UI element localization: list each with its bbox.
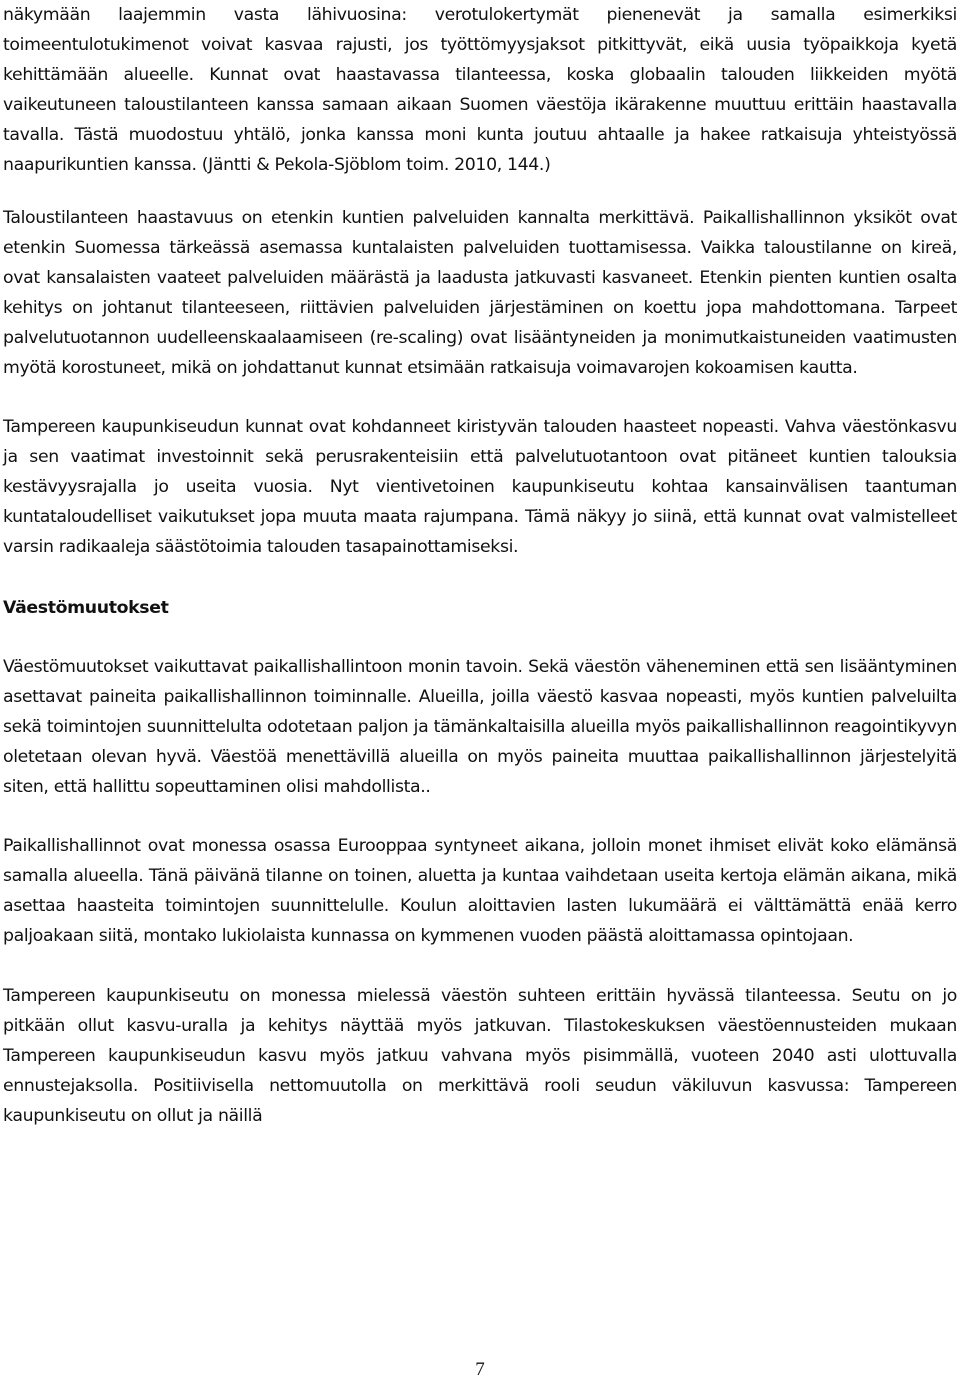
paragraph-tampere-population: Tampereen kaupunkiseutu on monessa mielessä väestön suhteen erittäin hyvässä tilanteessa. Seutu on jo pitkään ollut kasvu-uralla ja kehitys näyttää myös jatkuvan. Tilastokeskuksen väestöennusteiden mukaan Tampereen kaupunkiseudun kasvu myös jatkuu vahvana myös pisimmällä, vuoteen 2040 asti ulottuvalla ennustejaksolla. Positiivisella nettomuutolla on merkittävä rooli seudun väkiluvun kasvussa: Tampereen kaupunkiseutu on ollut ja näillä	[3, 986, 957, 1126]
paragraph-service-challenges: Taloustilanteen haastavuus on etenkin kuntien palveluiden kannalta merkittävä. Paikallishallinnon yksiköt ovat etenkin Suomessa tärkeässä asemassa kuntalaisten palveluiden tuottamisessa. Vaikka taloustilanne on kireä, ovat kansalaisten vaateet palveluiden määrästä ja laadusta jatkuvasti kasvaneet. Etenkin pienten kuntien osalta kehitys on johtanut tilanteeseen, riittävien palveluiden järjestäminen on koettu jopa mahdottomana. Tarpeet palvelutuotannon uudelleenskaalaamiseen (re-scaling) ovat lisääntyneiden ja monimutkaistuneiden vaatimusten myötä korostuneet, mikä on johdattanut kunnat etsimään ratkaisuja voimavarojen kokoamisen kautta.	[3, 208, 957, 378]
paragraph-economy-outlook: näkymään laajemmin vasta lähivuosina: verotulokertymät pienenevät ja samalla esimerkiksi toimeentulotukimenot voivat kasvaa rajusti, jos työttömyysjaksot pitkittyvät, eikä uusia työpaikkoja kyetä kehittämään alueelle. Kunnat ovat haastavassa tilanteessa, koska globaalin talouden liikkeiden myötä vaikeutuneen taloustilanteen kanssa samaan aikaan Suomen väestöja ikärakenne muuttuu erittäin haastavalla tavalla. Tästä muodostuu yhtälö, jonka kanssa moni kunta joutuu ahtaalle ja hakee ratkaisuja yhteistyössä naapurikuntien kanssa. (Jäntti & Pekola-Sjöblom toim. 2010, 144.)	[3, 5, 957, 175]
page-number: 7	[475, 1359, 485, 1380]
paragraph-population-changes: Väestömuutokset vaikuttavat paikallishallintoon monin tavoin. Sekä väestön väheneminen että sen lisääntyminen asettavat paineita paikallishallinnon toiminnalle. Alueilla, joilla väestö kasvaa nopeasti, myös kuntien palveluilta sekä toimintojen suunnittelulta odotetaan paljon ja tämänkaltaisilla alueilla myös paikallishallinnon reagointikyvyn oletetaan olevan hyvä. Väestöä menettävillä alueilla on myös paineita muuttaa paikallishallinnon järjestelyitä siten, että hallittu sopeuttaminen olisi mahdollista..	[3, 657, 957, 797]
paragraph-tampere-economy: Tampereen kaupunkiseudun kunnat ovat kohdanneet kiristyvän talouden haasteet nopeasti. Vahva väestönkasvu ja sen vaatimat investoinnit sekä perusrakenteisiin että palvelutuotantoon ovat pitäneet kuntien talouksia kestävyysrajalla jo useita vuosia. Nyt vientivetoinen kaupunkiseutu kohtaa kansainvälisen taantuman kuntataloudelliset vaikutukset jopa muuta maata rajumpana. Tämä näkyy jo siinä, että kunnat ovat valmistelleet varsin radikaaleja säästötoimia talouden tasapainottamiseksi.	[3, 417, 957, 557]
paragraph-local-government-history: Paikallishallinnot ovat monessa osassa Eurooppaa syntyneet aikana, jolloin monet ihmiset elivät koko elämänsä samalla alueella. Tänä päivänä tilanne on toinen, aluetta ja kuntaa vaihdetaan useita kertoja elämän aikana, mikä asettaa haasteita toimintojen suunnittelulle. Koulun aloittavien lasten lukumäärä ei välttämättä enää kerro paljoakaan siitä, montako lukiolaista kunnassa on kymmenen vuoden päästä aloittamassa opintojaan.	[3, 836, 957, 946]
section-heading: Väestömuutokset	[3, 598, 169, 618]
document-page	[3, 0, 957, 1131]
